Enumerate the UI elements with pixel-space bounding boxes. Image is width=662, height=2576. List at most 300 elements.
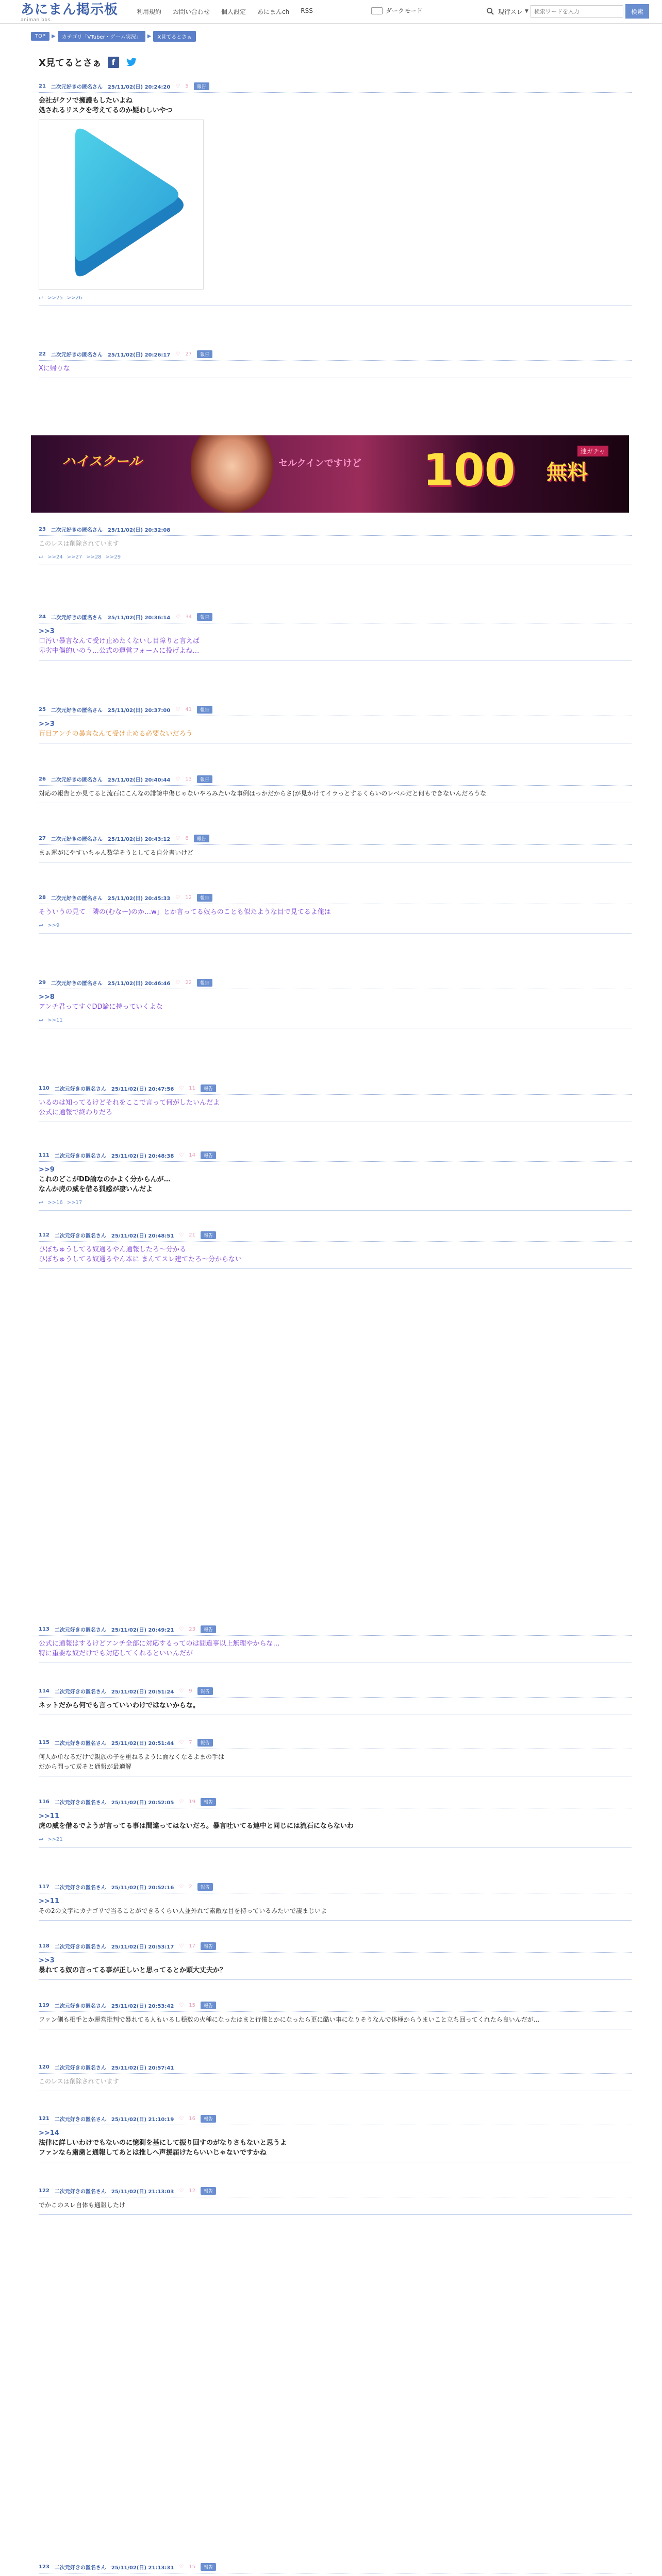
header-nav [137,7,313,16]
search-button[interactable]: 検索 [625,4,649,19]
like-count: 23 [189,1626,195,1632]
post-header [39,1231,632,1239]
post-header [39,1739,632,1747]
post-header [39,706,632,714]
post-line: いるのは知ってるけどそれをここで言って何がしたいんだよ [39,1099,220,1107]
ad-character-image [191,435,273,513]
like-icon[interactable]: ♡ [175,614,180,620]
like-icon[interactable]: ♡ [179,2188,184,2194]
post-body [39,2128,632,2158]
ad-tag: 連ガチャ [577,446,608,456]
report-button[interactable]: 報告 [194,835,209,842]
report-button[interactable]: 報告 [197,1739,213,1747]
post-line: 公式に通報はするけどアンチ全部に対応するってのは間違事以上無理やからな… [39,1640,280,1648]
post-line: 公式に通報で終わりだろ [39,1109,113,1116]
like-icon[interactable]: ♡ [175,351,180,357]
report-button[interactable]: 報告 [201,1084,216,1092]
reply-icon: ↩ [39,1836,44,1843]
post [39,1151,632,1211]
post-line: なんか虎の威を借る狐感が凄いんだよ [39,1185,153,1193]
post-body [39,1811,632,1831]
post-date: 25/11/02(日) 21:13:31 [111,2565,174,2571]
post-body [39,1956,632,1975]
post-body [39,1098,632,1117]
post [39,979,632,1028]
breadcrumb-category[interactable]: カテゴリ「VTuber・ゲーム実況」 [58,31,145,42]
post-line: 法律に詳しいわけでもないのに憶測を基にして振り回すのがなりさもないと思うよ [39,2139,287,2147]
reply-link[interactable]: >>17 [67,1200,82,1206]
reply-links [39,1199,632,1206]
post-header [39,350,632,358]
post-date: 25/11/02(日) 20:24:20 [107,84,171,90]
post-number[interactable]: 22 [39,351,46,357]
like-icon[interactable]: ♡ [179,2116,184,2122]
report-button[interactable]: 報告 [197,613,212,621]
post-header [39,1942,632,1950]
post-author: 二次元好きの匿名さん [54,1689,106,1695]
post [39,2115,632,2162]
like-count: 15 [189,2003,195,2008]
report-button[interactable]: 報告 [201,2115,216,2123]
anchor-link[interactable]: >>3 [39,720,55,728]
post-number[interactable]: 123 [39,2564,49,2570]
post-author: 二次元好きの匿名さん [51,777,103,783]
post-author: 二次元好きの匿名さん [51,615,103,621]
chevron-down-icon[interactable]: ▼ [525,9,528,14]
reply-links [39,1017,632,1024]
like-icon[interactable]: ♡ [179,1884,184,1890]
post-body [39,907,632,917]
post-header [39,2063,632,2071]
like-count: 13 [185,776,192,782]
post-number[interactable]: 117 [39,1884,49,1890]
post [39,1231,632,1269]
post-header [39,979,632,987]
post-divider [39,1635,632,1636]
post-number[interactable]: 111 [39,1153,49,1158]
post-line: このレスは削除されています [39,2078,119,2085]
report-button[interactable]: 報告 [201,2187,216,2195]
ad-banner[interactable] [31,435,629,513]
like-icon[interactable]: ♡ [179,1943,184,1949]
post-author: 二次元好きの匿名さん [51,528,103,533]
like-icon[interactable]: ♡ [179,2564,184,2570]
post-author: 二次元好きの匿名さん [54,2117,106,2123]
post-date: 25/11/02(日) 20:51:24 [111,1689,174,1695]
post-author: 二次元好きの匿名さん [54,2189,106,2195]
report-button[interactable]: 報告 [197,1883,213,1891]
post-line: 虎の威を借るでようが言ってる事は間違ってはないだろ。暴言吐いてる連中と同じには流石にならないわ [39,1822,354,1830]
post-divider [39,1952,632,1953]
report-button[interactable]: 報告 [197,775,212,783]
post-line: まぁ運がにやすいちゃん数学そうとしてる自分書いけど [39,849,194,856]
post-divider [39,2011,632,2012]
post-date: 25/11/02(日) 20:32:08 [107,528,171,533]
post-separator [39,1979,632,1980]
post-number[interactable]: 118 [39,1943,49,1949]
post-line: 何人か単なるだけで親族の子を重ねるように面なくなるよまの手は [39,1753,225,1760]
post-line: 対応の報告とか見てると流石にこんなの誹謗中傷じゃないやろみたいな事例はっかだからさ(が見かけてイラっとするくらいのレベルだと何もできないんだろうな [39,790,487,797]
post-author: 二次元好きの匿名さん [51,896,103,902]
ad-title: ハイスクール [62,454,142,469]
post-number[interactable]: 28 [39,895,46,901]
post-date: 25/11/02(日) 20:47:56 [111,1087,174,1092]
post-header [39,1151,632,1159]
post-number[interactable]: 24 [39,614,46,620]
like-count: 27 [185,351,192,357]
breadcrumb [31,31,196,42]
post [39,1739,632,1776]
post-date: 25/11/02(日) 20:46:46 [107,981,171,987]
reply-link[interactable]: >>16 [47,1200,63,1206]
post-author: 二次元好きの匿名さん [54,1087,106,1092]
anchor-link[interactable]: >>8 [39,993,55,1001]
post-body [39,719,632,739]
report-button[interactable]: 報告 [201,2002,216,2009]
like-count: 11 [189,1086,195,1091]
like-icon[interactable]: ♡ [179,1626,184,1632]
post-date: 25/11/02(日) 20:45:33 [107,896,171,902]
thread-title: X見てるとさぁ [39,58,102,69]
post-author: 二次元好きの匿名さん [54,2065,106,2071]
report-button[interactable]: 報告 [201,1625,216,1633]
breadcrumb-separator: ▶ [147,33,152,39]
like-icon[interactable]: ♡ [179,2003,184,2008]
post-header [39,1084,632,1092]
post-number[interactable]: 25 [39,707,46,713]
post-separator [39,1847,632,1848]
twitter-share-icon[interactable] [125,57,138,68]
reply-icon: ↩ [39,554,44,561]
report-button[interactable]: 報告 [201,1231,216,1239]
post-date: 25/11/02(日) 20:52:16 [111,1885,174,1891]
reply-icon: ↩ [39,1017,44,1024]
post-header [39,2002,632,2009]
post-line: このレスは削除されています [39,540,119,547]
post-date: 25/11/02(日) 20:26:17 [107,352,171,358]
post-header [39,775,632,783]
post-body [39,1245,632,1264]
reply-links [39,295,632,301]
post-line: 口汚い暴言なんて受け止めたくないし目障りと言えば [39,637,200,645]
post-number[interactable]: 116 [39,1799,49,1805]
post [39,894,632,934]
post-date: 25/11/02(日) 20:36:14 [107,615,171,621]
post-number[interactable]: 114 [39,1688,49,1694]
post-number[interactable]: 115 [39,1740,49,1745]
like-count: 21 [189,1232,195,1238]
like-icon[interactable]: ♡ [175,836,180,841]
reply-link[interactable]: >>11 [47,1018,63,1023]
post-body [39,2200,632,2210]
play-icon[interactable] [39,120,204,290]
post-divider [39,2073,632,2074]
reply-link[interactable]: >>9 [47,923,60,928]
post-number[interactable]: 29 [39,980,46,986]
post-number[interactable]: 23 [39,527,46,532]
nav-terms[interactable]: 利用規約 [137,8,162,15]
reply-link[interactable]: >>24 [47,554,63,560]
like-count: 15 [189,2564,195,2570]
post [39,2063,632,2091]
like-icon[interactable]: ♡ [179,1740,184,1745]
post [39,1883,632,1921]
post-number[interactable]: 122 [39,2188,49,2194]
post-line: 卑劣中傷的いのう…公式の運営フォームに投げよね… [39,647,200,655]
post-author: 二次元好きの匿名さん [54,1628,106,1633]
like-count: 16 [189,2116,195,2122]
anchor-link[interactable]: >>3 [39,1957,55,1964]
like-count: 12 [189,2188,195,2194]
top-bar [0,0,662,24]
post-author: 二次元好きの匿名さん [51,352,103,358]
post-date: 25/11/02(日) 20:53:17 [111,1944,174,1950]
post [39,350,632,378]
post-divider [39,844,632,845]
like-icon[interactable]: ♡ [175,895,180,901]
post-separator [39,1268,632,1269]
post-author: 二次元好きの匿名さん [54,1154,106,1159]
like-count: 14 [189,1153,195,1158]
like-count: 8 [185,836,189,841]
post-line: そういうの見て「隣の(むなー)のか…w」とか言ってる奴らのことも似たような目で見てるよ俺は [39,908,331,916]
report-button[interactable]: 報告 [197,894,212,902]
post [39,1687,632,1715]
like-icon[interactable]: ♡ [175,776,180,782]
ad-free-label: 無料 [547,461,588,484]
post-number[interactable]: 112 [39,1232,49,1238]
post-header [39,1798,632,1806]
anchor-link[interactable]: >>3 [39,628,55,635]
search-scope-select[interactable]: 現行スレ [498,8,523,15]
post-divider [39,1697,632,1698]
like-count: 34 [185,614,192,620]
post-separator [39,1920,632,1921]
post [39,1798,632,1848]
post-date: 25/11/02(日) 20:43:12 [107,837,171,842]
like-count: 17 [189,1943,195,1949]
post-author: 二次元好きの匿名さん [54,2004,106,2009]
report-button[interactable]: 報告 [201,1798,216,1806]
dark-mode-switch[interactable] [371,7,383,14]
post-date: 25/11/02(日) 20:57:41 [111,2065,174,2071]
post-date: 25/11/02(日) 20:52:05 [111,1800,174,1806]
post [39,835,632,862]
post-author: 二次元好きの匿名さん [51,84,103,90]
post-separator [39,1210,632,1211]
dark-mode-toggle[interactable] [371,6,423,15]
post-separator [39,933,632,934]
post-header [39,526,632,533]
reply-link[interactable]: >>25 [47,295,63,301]
post-body [39,789,632,799]
post-date: 25/11/02(日) 20:48:38 [111,1154,174,1159]
like-count: 19 [189,1799,195,1805]
reply-link[interactable]: >>21 [47,1837,63,1842]
nav-animanch[interactable]: あにまんch [257,8,290,15]
post-author: 二次元好きの匿名さん [51,837,103,842]
post-date: 25/11/02(日) 20:40:44 [107,777,171,783]
anchor-link[interactable]: >>11 [39,1812,59,1820]
post-divider [39,92,632,93]
post-number[interactable]: 119 [39,2003,49,2008]
like-icon[interactable]: ♡ [179,1688,184,1694]
report-button[interactable]: 報告 [197,350,212,358]
post-date: 25/11/02(日) 20:53:42 [111,2004,174,2009]
post-number[interactable]: 121 [39,2116,49,2122]
anchor-link[interactable]: >>11 [39,1897,59,1905]
report-button[interactable]: 報告 [201,1151,216,1159]
post-divider [39,1241,632,1242]
post-line: ひぼちゅうしてる奴通るやん本に まんてスレ建てたろ〜分からない [39,1256,242,1263]
breadcrumb-separator: ▶ [52,33,56,39]
post-line: ファン側も相手とか運営批判で暴れてる人もいるし穏数の火種になったはまと行儀とかになったら更に酷い事になりそうなんで体極からうまいこと立ち回ってくれたら良いんだが… [39,2016,540,2023]
post-author: 二次元好きの匿名さん [54,1800,106,1806]
post [39,82,632,306]
post-header [39,2563,632,2571]
post-body [39,1701,632,1710]
post-date: 25/11/02(日) 20:48:51 [111,1233,174,1239]
report-button[interactable]: 報告 [194,82,209,90]
logo-subtitle: animan bbs. [21,18,53,23]
post-header [39,82,632,90]
post-header [39,1625,632,1633]
site-logo[interactable] [21,2,118,23]
post-line: ファンなら粛粛と通報してあとは推しへ声援届けたらいいじゃないですかね [39,2149,267,2157]
like-count: 7 [189,1740,192,1745]
post-line: でかこのスレ自体も通報したけ [39,2201,126,2209]
post [39,706,632,743]
search-input[interactable] [531,5,623,18]
ad-big-number: 100 [423,445,516,496]
like-count: 22 [185,980,192,986]
reply-links [39,1836,632,1843]
report-button[interactable]: 報告 [197,1687,213,1695]
ad-subtitle: セルクインですけど [278,458,361,469]
post-date: 25/11/02(日) 20:49:21 [111,1628,174,1633]
reply-link[interactable]: >>26 [67,295,82,301]
facebook-share-icon[interactable]: f [108,57,119,68]
post-author: 二次元好きの匿名さん [51,981,103,987]
post-author: 二次元好きの匿名さん [54,2565,106,2571]
post [39,1084,632,1122]
post-body [39,626,632,656]
nav-rss[interactable]: RSS [301,7,313,14]
post-line: だから問って炭そと通報が最適解 [39,1763,132,1770]
post-header [39,894,632,902]
post-body [39,2015,632,2025]
like-icon[interactable]: ♡ [179,1086,184,1091]
post-body [39,364,632,374]
search-icon [485,6,496,17]
like-icon[interactable]: ♡ [175,980,180,986]
like-icon[interactable]: ♡ [175,707,180,713]
post-divider [39,1161,632,1162]
post [39,526,632,565]
anchor-link[interactable]: >>14 [39,2129,59,2137]
post [39,2002,632,2029]
post-date: 25/11/02(日) 20:51:44 [111,1741,174,1747]
like-icon[interactable]: ♡ [179,1799,184,1805]
post [39,775,632,803]
post-line: 暴れてる奴の言ってる事が正しいと思ってるとか頭大丈夫か？ [39,1967,227,1974]
post [39,1942,632,1980]
reply-icon: ↩ [39,1199,44,1206]
like-icon[interactable]: ♡ [179,1153,184,1158]
post-number[interactable]: 113 [39,1626,49,1632]
like-icon[interactable]: ♡ [175,83,180,89]
reply-link[interactable]: >>27 [67,554,82,560]
post-number[interactable]: 21 [39,83,46,89]
post-header [39,835,632,842]
post-author: 二次元好きの匿名さん [54,1741,106,1747]
post [39,2563,632,2576]
dark-mode-label: ダークモード [386,7,423,14]
video-thumbnail[interactable] [39,120,204,290]
post-author: 二次元好きの匿名さん [51,708,103,714]
post-body [39,539,632,549]
breadcrumb-top[interactable]: TOP [31,32,49,41]
like-icon[interactable]: ♡ [179,1232,184,1238]
nav-contact[interactable]: お問い合わせ [173,8,210,15]
report-button[interactable]: 報告 [197,979,212,987]
post-line: アンチ君ってすぐDD論に持っていくよな [39,1003,163,1011]
post-divider [39,785,632,786]
reply-link[interactable]: >>28 [86,554,102,560]
post-author: 二次元好きの匿名さん [54,1233,106,1239]
post-date: 25/11/02(日) 21:10:19 [111,2117,174,2123]
post-body [39,1896,632,1916]
post-line: 会社がクソで擁護もしたいよね [39,97,133,105]
anchor-link[interactable]: >>9 [39,1166,55,1174]
post-date: 25/11/02(日) 20:37:00 [107,708,171,714]
post-line: その2の文字にカナゴリで当ることができるくらい人並外れて素敵な目を持っているみたいで凄まじいよ [39,1907,327,1914]
post [39,1625,632,1663]
post-divider [39,1094,632,1095]
reply-icon: ↩ [39,295,44,301]
post-body [39,1639,632,1658]
post-line: これのどこがDD論なのかよく分からんが… [39,1176,171,1183]
post-line: Xに帰りな [39,365,70,372]
post-header [39,2187,632,2195]
post-line: 特に重要な奴だけでも対応してくれるといいんだが [39,1650,193,1657]
post-author: 二次元好きの匿名さん [54,1885,106,1891]
post [39,2187,632,2215]
reply-link[interactable]: >>29 [105,554,121,560]
report-button[interactable]: 報告 [201,2563,216,2571]
post-header [39,1883,632,1891]
post-author: 二次元好きの匿名さん [54,1944,106,1950]
report-button[interactable]: 報告 [201,1942,216,1950]
report-button[interactable]: 報告 [197,706,212,714]
post-number[interactable]: 27 [39,836,46,841]
post-body [39,848,632,858]
post [39,613,632,660]
post-number[interactable]: 110 [39,1086,49,1091]
post-number[interactable]: 26 [39,776,46,782]
logo-title[interactable]: あにまん掲示板 [21,2,119,18]
post-header [39,613,632,621]
reply-icon: ↩ [39,922,44,929]
nav-settings[interactable]: 個人設定 [221,8,246,15]
post-body [39,96,632,115]
post-line: 処されるリスクを考えてるのか疑わしいやつ [39,107,173,114]
like-count: 5 [185,83,189,89]
post-body [39,2077,632,2087]
breadcrumb-thread[interactable]: X見てるとさぁ [153,31,196,42]
post-number[interactable]: 120 [39,2064,49,2070]
reply-links [39,554,632,561]
